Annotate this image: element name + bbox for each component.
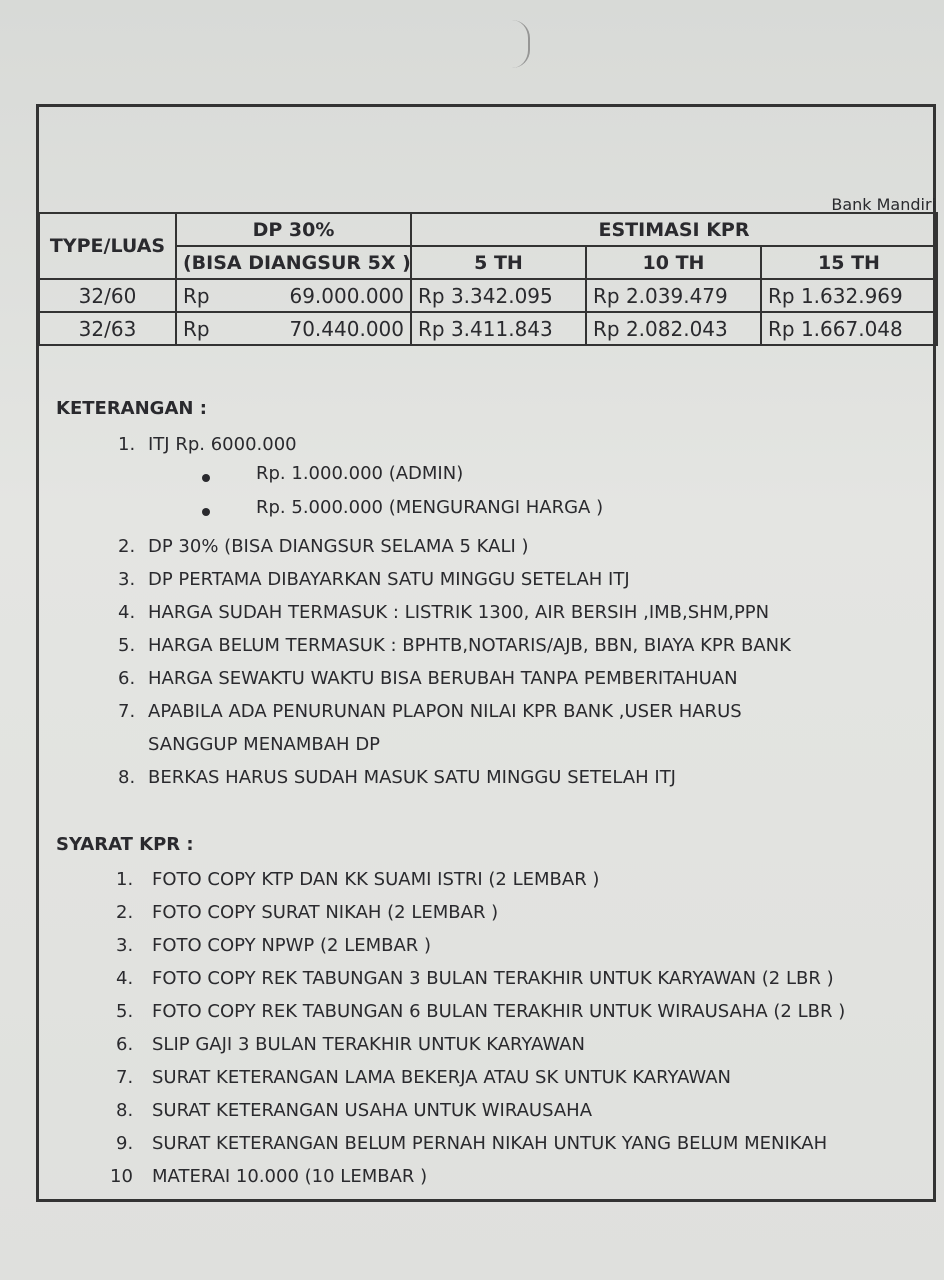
- bullet-icon: [202, 474, 210, 482]
- item-number: 8.: [116, 1100, 134, 1121]
- item-number: 6.: [118, 668, 136, 689]
- cell-dp-value: 69.000.000: [289, 283, 404, 308]
- item-number: 8.: [118, 767, 136, 788]
- header-dp-sub: (BISA DIANGSUR 5X ): [176, 246, 411, 279]
- item-number: 2.: [116, 902, 134, 923]
- cell-dp-currency: Rp: [183, 283, 210, 308]
- cell-kpr-10: Rp 2.082.043: [586, 312, 761, 345]
- item-number: 1.: [116, 869, 134, 890]
- keterangan-title: KETERANGAN :: [56, 398, 207, 419]
- syarat-title: SYARAT KPR :: [56, 834, 194, 855]
- item-text: SURAT KETERANGAN LAMA BEKERJA ATAU SK UNTUK KARYAWAN: [152, 1067, 731, 1088]
- item-number: 9.: [116, 1133, 134, 1154]
- item-number: 1.: [118, 434, 136, 455]
- item-number: 6.: [116, 1034, 134, 1055]
- item-number: 3.: [116, 935, 134, 956]
- item-text: SURAT KETERANGAN USAHA UNTUK WIRAUSAHA: [152, 1100, 593, 1121]
- table-row: [39, 279, 937, 312]
- header-kpr: ESTIMASI KPR: [411, 213, 937, 246]
- item-text: SURAT KETERANGAN BELUM PERNAH NIKAH UNTUK YANG BELUM MENIKAH: [152, 1133, 828, 1154]
- header-tenor-5: 5 TH: [411, 246, 586, 279]
- item-number: 5.: [116, 1001, 134, 1022]
- item-text: FOTO COPY NPWP (2 LEMBAR ): [152, 935, 432, 956]
- item-number: 7.: [118, 701, 136, 722]
- cell-dp: [176, 312, 411, 345]
- item-text: SANGGUP MENAMBAH DP: [148, 734, 381, 755]
- item-text: ITJ Rp. 6000.000: [148, 434, 297, 455]
- cell-kpr-5: Rp 3.342.095: [411, 279, 586, 312]
- sub-item-text: Rp. 1.000.000 (ADMIN): [256, 463, 464, 484]
- cell-dp: [176, 279, 411, 312]
- item-text: DP PERTAMA DIBAYARKAN SATU MINGGU SETELAH ITJ: [148, 569, 630, 590]
- header-dp: DP 30%: [176, 213, 411, 246]
- item-text: DP 30% (BISA DIANGSUR SELAMA 5 KALI ): [148, 536, 529, 557]
- cell-kpr-15: Rp 1.632.969: [761, 279, 937, 312]
- item-text: FOTO COPY REK TABUNGAN 3 BULAN TERAKHIR UNTUK KARYAWAN (2 LBR ): [152, 968, 834, 989]
- item-number: 4.: [116, 968, 134, 989]
- item-number: 5.: [118, 635, 136, 656]
- cell-kpr-15: Rp 1.667.048: [761, 312, 937, 345]
- cell-kpr-10: Rp 2.039.479: [586, 279, 761, 312]
- item-text: BERKAS HARUS SUDAH MASUK SATU MINGGU SETELAH ITJ: [148, 767, 676, 788]
- header-type: TYPE/LUAS: [39, 213, 176, 279]
- price-table: [38, 212, 938, 346]
- table-row: [39, 312, 937, 345]
- item-text: HARGA SUDAH TERMASUK : LISTRIK 1300, AIR BERSIH ,IMB,SHM,PPN: [148, 602, 770, 623]
- bank-name: Bank Mandiri: [831, 195, 936, 214]
- item-text: SLIP GAJI 3 BULAN TERAKHIR UNTUK KARYAWAN: [152, 1034, 585, 1055]
- item-number: 4.: [118, 602, 136, 623]
- cell-type: 32/60: [39, 279, 176, 312]
- sub-item-text: Rp. 5.000.000 (MENGURANGI HARGA ): [256, 497, 604, 518]
- item-text: HARGA BELUM TERMASUK : BPHTB,NOTARIS/AJB, BBN, BIAYA KPR BANK: [148, 635, 791, 656]
- item-number: 10: [110, 1166, 133, 1187]
- header-tenor-10: 10 TH: [586, 246, 761, 279]
- bullet-icon: [202, 508, 210, 516]
- cell-kpr-5: Rp 3.411.843: [411, 312, 586, 345]
- item-text: HARGA SEWAKTU WAKTU BISA BERUBAH TANPA PEMBERITAHUAN: [148, 668, 738, 689]
- table-header-row: [39, 213, 937, 246]
- item-text: FOTO COPY KTP DAN KK SUAMI ISTRI (2 LEMBAR ): [152, 869, 600, 890]
- cell-dp-currency: Rp: [183, 316, 210, 341]
- item-text: MATERAI 10.000 (10 LEMBAR ): [152, 1166, 428, 1187]
- item-number: 2.: [118, 536, 136, 557]
- item-text: APABILA ADA PENURUNAN PLAPON NILAI KPR BANK ,USER HARUS: [148, 701, 742, 722]
- item-number: 3.: [118, 569, 136, 590]
- cell-type: 32/63: [39, 312, 176, 345]
- header-tenor-15: 15 TH: [761, 246, 937, 279]
- cell-dp-value: 70.440.000: [289, 316, 404, 341]
- item-number: 7.: [116, 1067, 134, 1088]
- item-text: FOTO COPY REK TABUNGAN 6 BULAN TERAKHIR UNTUK WIRAUSAHA (2 LBR ): [152, 1001, 846, 1022]
- item-text: FOTO COPY SURAT NIKAH (2 LEMBAR ): [152, 902, 499, 923]
- pen-mark: [512, 20, 530, 68]
